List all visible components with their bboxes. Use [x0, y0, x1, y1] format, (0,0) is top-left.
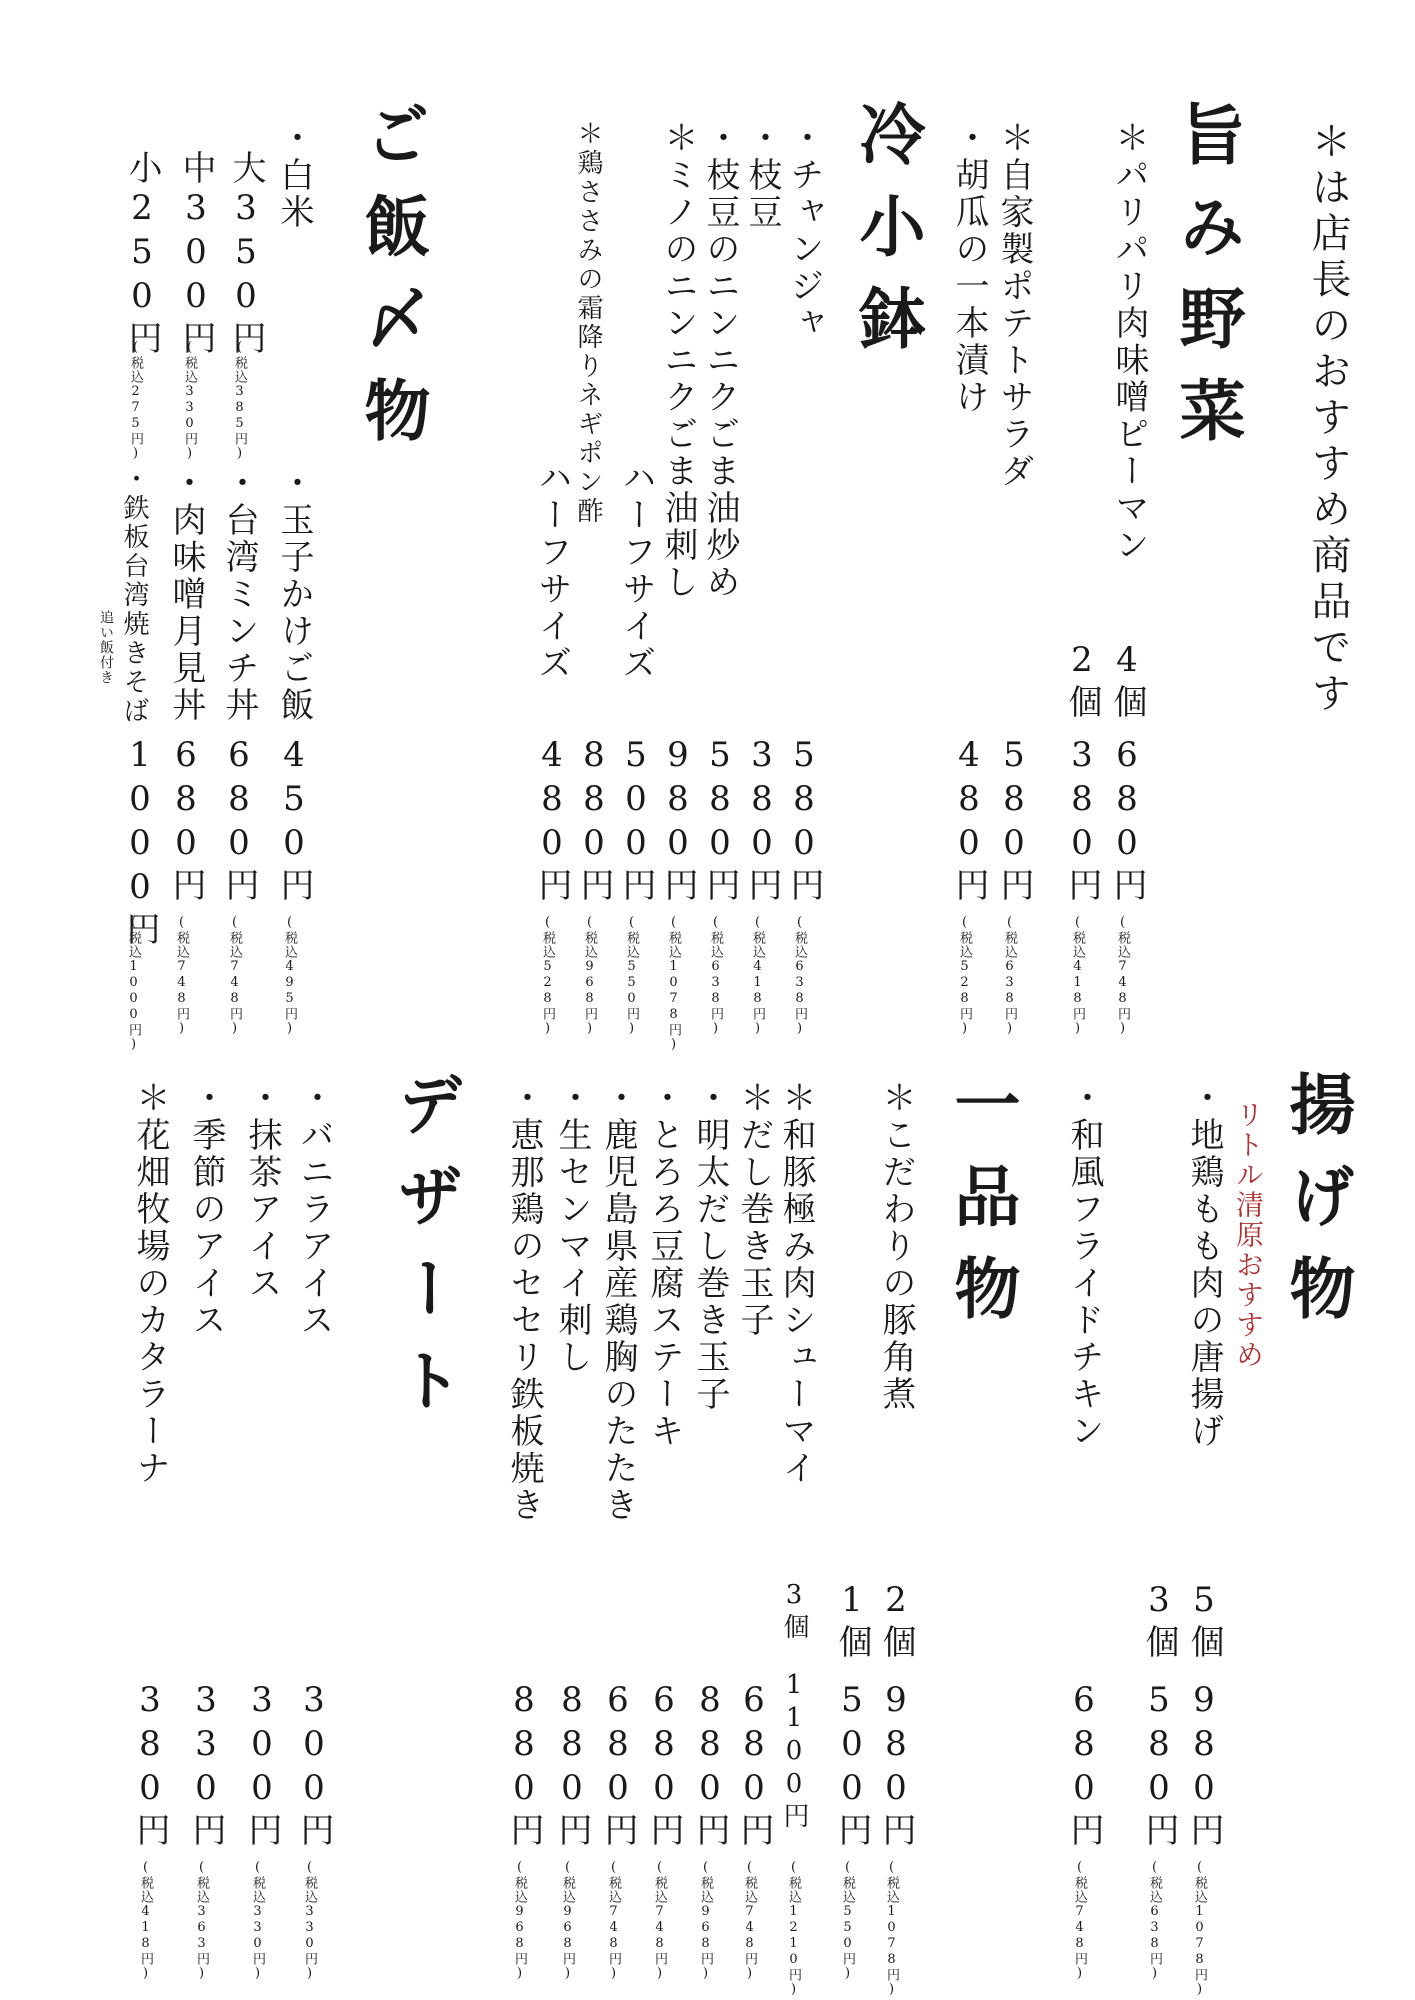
item-price: 1000円 — [120, 735, 160, 949]
item-qty: 1個 — [832, 1580, 872, 1662]
item-tax: (税込418円) — [750, 915, 765, 1037]
menu-item-name: ＊パリパリ肉味噌ピーマン — [1109, 120, 1149, 564]
item-price: 580円 — [700, 735, 740, 905]
item-tax: (税込330円) — [250, 1860, 265, 1982]
menu-item-name: ＊鶏ささみの霜降りネギポン酢 — [573, 120, 603, 526]
item-tax: (税込638円) — [792, 915, 807, 1037]
item-qty: 2個 — [1062, 640, 1102, 722]
item-tax: (税込968円) — [560, 1860, 575, 1982]
item-tax: (税込418円) — [1070, 915, 1085, 1037]
item-tax: (税込968円) — [512, 1860, 527, 1982]
item-price: 880円 — [690, 1680, 730, 1850]
menu-item-name: ＊ミノのニンニクごま油刺し — [658, 120, 698, 601]
item-tax: (税込550円) — [624, 915, 639, 1037]
staff-recommend-label: リトル清原おすすめ — [1232, 1100, 1265, 1370]
menu-item-name: ・玉子かけご飯 — [274, 465, 314, 724]
item-tax: (税込528円) — [540, 915, 555, 1037]
item-price: 480円 — [532, 735, 572, 905]
section-title-ippin: 一品物 — [943, 1070, 1021, 1346]
item-price: 680円 — [644, 1680, 684, 1850]
item-price: 580円 — [784, 735, 824, 905]
item-qty: 4個 — [1107, 640, 1147, 722]
item-price: 980円 — [658, 735, 698, 905]
item-price: 880円 — [552, 1680, 592, 1850]
item-price: 980円 — [1184, 1680, 1224, 1850]
item-price: 500円 — [832, 1680, 872, 1850]
section-title-gohan: ご飯〆物 — [353, 100, 431, 468]
item-qty: 2個 — [876, 1580, 916, 1662]
item-tax: (税込385円) — [232, 340, 247, 462]
item-tax: (税込748円) — [606, 1860, 621, 1982]
menu-item-name: ハーフサイズ — [532, 460, 572, 682]
item-price: 980円 — [876, 1680, 916, 1850]
menu-item-name: ・恵那鶏のセセリ鉄板焼き — [504, 1080, 544, 1524]
menu-item-name: ・和風フライドチキン — [1064, 1080, 1104, 1450]
menu-item-name: ・バニラアイス — [294, 1080, 334, 1339]
item-price: 380円 — [742, 735, 782, 905]
item-tax: (税込748円) — [652, 1860, 667, 1982]
menu-item-name: ＊自家製ポテトサラダ — [994, 120, 1034, 490]
item-price: 300円 — [242, 1680, 282, 1850]
menu-item-name: ・白米 — [274, 120, 314, 231]
item-tax: (税込330円) — [182, 340, 197, 462]
item-price: 680円 — [219, 735, 259, 905]
menu-item-name: ・枝豆 — [742, 120, 782, 231]
item-tax: (税込1000円) — [126, 915, 141, 1053]
item-price: 480円 — [949, 735, 989, 905]
item-price: 580円 — [994, 735, 1034, 905]
item-price: 380円 — [130, 1680, 170, 1850]
item-tax: (税込550円) — [840, 1860, 855, 1982]
menu-item-name: ・チャンジャ — [784, 120, 824, 342]
menu-item-name: ・生センマイ刺し — [552, 1080, 592, 1376]
item-tax: (税込1078円) — [666, 915, 681, 1053]
item-tax: (税込1078円) — [884, 1860, 899, 1998]
item-price: 880円 — [574, 735, 614, 905]
item-price: 680円 — [598, 1680, 638, 1850]
menu-item-name: ・肉味噌月見丼 — [166, 465, 206, 724]
item-price: 1100円 — [779, 1670, 809, 1831]
item-tax: (税込495円) — [282, 915, 297, 1037]
item-price: 500円 — [616, 735, 656, 905]
item-tax: (税込275円) — [128, 340, 143, 462]
section-title-age: 揚げ物 — [1278, 1070, 1356, 1346]
item-price: 580円 — [1139, 1680, 1179, 1850]
menu-item-name: ・地鶏もも肉の唐揚げ — [1184, 1080, 1224, 1450]
menu-item-name: ・季節のアイス — [186, 1080, 226, 1339]
section-title-dessert: デザート — [386, 1070, 464, 1438]
item-qty: 3個 — [779, 1580, 809, 1642]
menu-item-name: ・台湾ミンチ丼 — [219, 465, 259, 724]
item-tax: (税込638円) — [1147, 1860, 1162, 1982]
section-title-umami: 旨み野菜 — [1168, 100, 1246, 468]
menu-item-name: ・鉄板台湾焼きそば — [119, 465, 149, 726]
item-price: 小250円 — [122, 150, 162, 358]
item-price: 中300円 — [176, 150, 216, 358]
item-price: 450円 — [274, 735, 314, 905]
item-tax: (税込748円) — [1072, 1860, 1087, 1982]
item-price: 880円 — [504, 1680, 544, 1850]
item-tax: (税込418円) — [138, 1860, 153, 1982]
item-tax: (税込638円) — [708, 915, 723, 1037]
item-tax: (税込363円) — [194, 1860, 209, 1982]
item-tax: (税込1078円) — [1192, 1860, 1207, 1998]
item-note: 追い飯付き — [98, 610, 114, 685]
recommend-note: ＊は店長のおすすめ商品です — [1305, 120, 1351, 718]
item-tax: (税込748円) — [1115, 915, 1130, 1037]
menu-item-name: ・鹿児島県産鶏胸のたたき — [598, 1080, 638, 1524]
menu-item-name: ・胡瓜の一本漬け — [949, 120, 989, 416]
item-price: 680円 — [166, 735, 206, 905]
item-qty: 5個 — [1184, 1580, 1224, 1662]
item-tax: (税込1210円) — [786, 1860, 801, 1998]
item-price: 大350円 — [226, 150, 266, 358]
menu-item-name: ・とろろ豆腐ステーキ — [644, 1080, 684, 1450]
menu-item-name: ・枝豆のニンニクごま油炒め — [700, 120, 740, 601]
item-tax: (税込748円) — [174, 915, 189, 1037]
menu-item-name: ＊だし巻き玉子 — [734, 1080, 774, 1339]
item-price: 300円 — [294, 1680, 334, 1850]
item-qty: 3個 — [1139, 1580, 1179, 1662]
menu-item-name: ハーフサイズ — [616, 460, 656, 682]
item-tax: (税込968円) — [698, 1860, 713, 1982]
item-price: 330円 — [186, 1680, 226, 1850]
menu-item-name: ・明太だし巻き玉子 — [690, 1080, 730, 1413]
menu-item-name: ＊こだわりの豚角煮 — [876, 1080, 916, 1413]
menu-item-name: ・抹茶アイス — [242, 1080, 282, 1302]
menu-item-name: ＊和豚極み肉シューマイ — [776, 1080, 816, 1487]
item-tax: (税込330円) — [302, 1860, 317, 1982]
item-price: 680円 — [734, 1680, 774, 1850]
item-price: 380円 — [1062, 735, 1102, 905]
item-price: 680円 — [1064, 1680, 1104, 1850]
item-tax: (税込748円) — [227, 915, 242, 1037]
item-price: 680円 — [1107, 735, 1147, 905]
item-tax: (税込968円) — [582, 915, 597, 1037]
menu-item-name: ＊花畑牧場のカタラーナ — [130, 1080, 170, 1487]
item-tax: (税込528円) — [957, 915, 972, 1037]
item-tax: (税込638円) — [1002, 915, 1017, 1037]
section-title-rei: 冷小鉢 — [848, 100, 926, 376]
item-tax: (税込748円) — [742, 1860, 757, 1982]
